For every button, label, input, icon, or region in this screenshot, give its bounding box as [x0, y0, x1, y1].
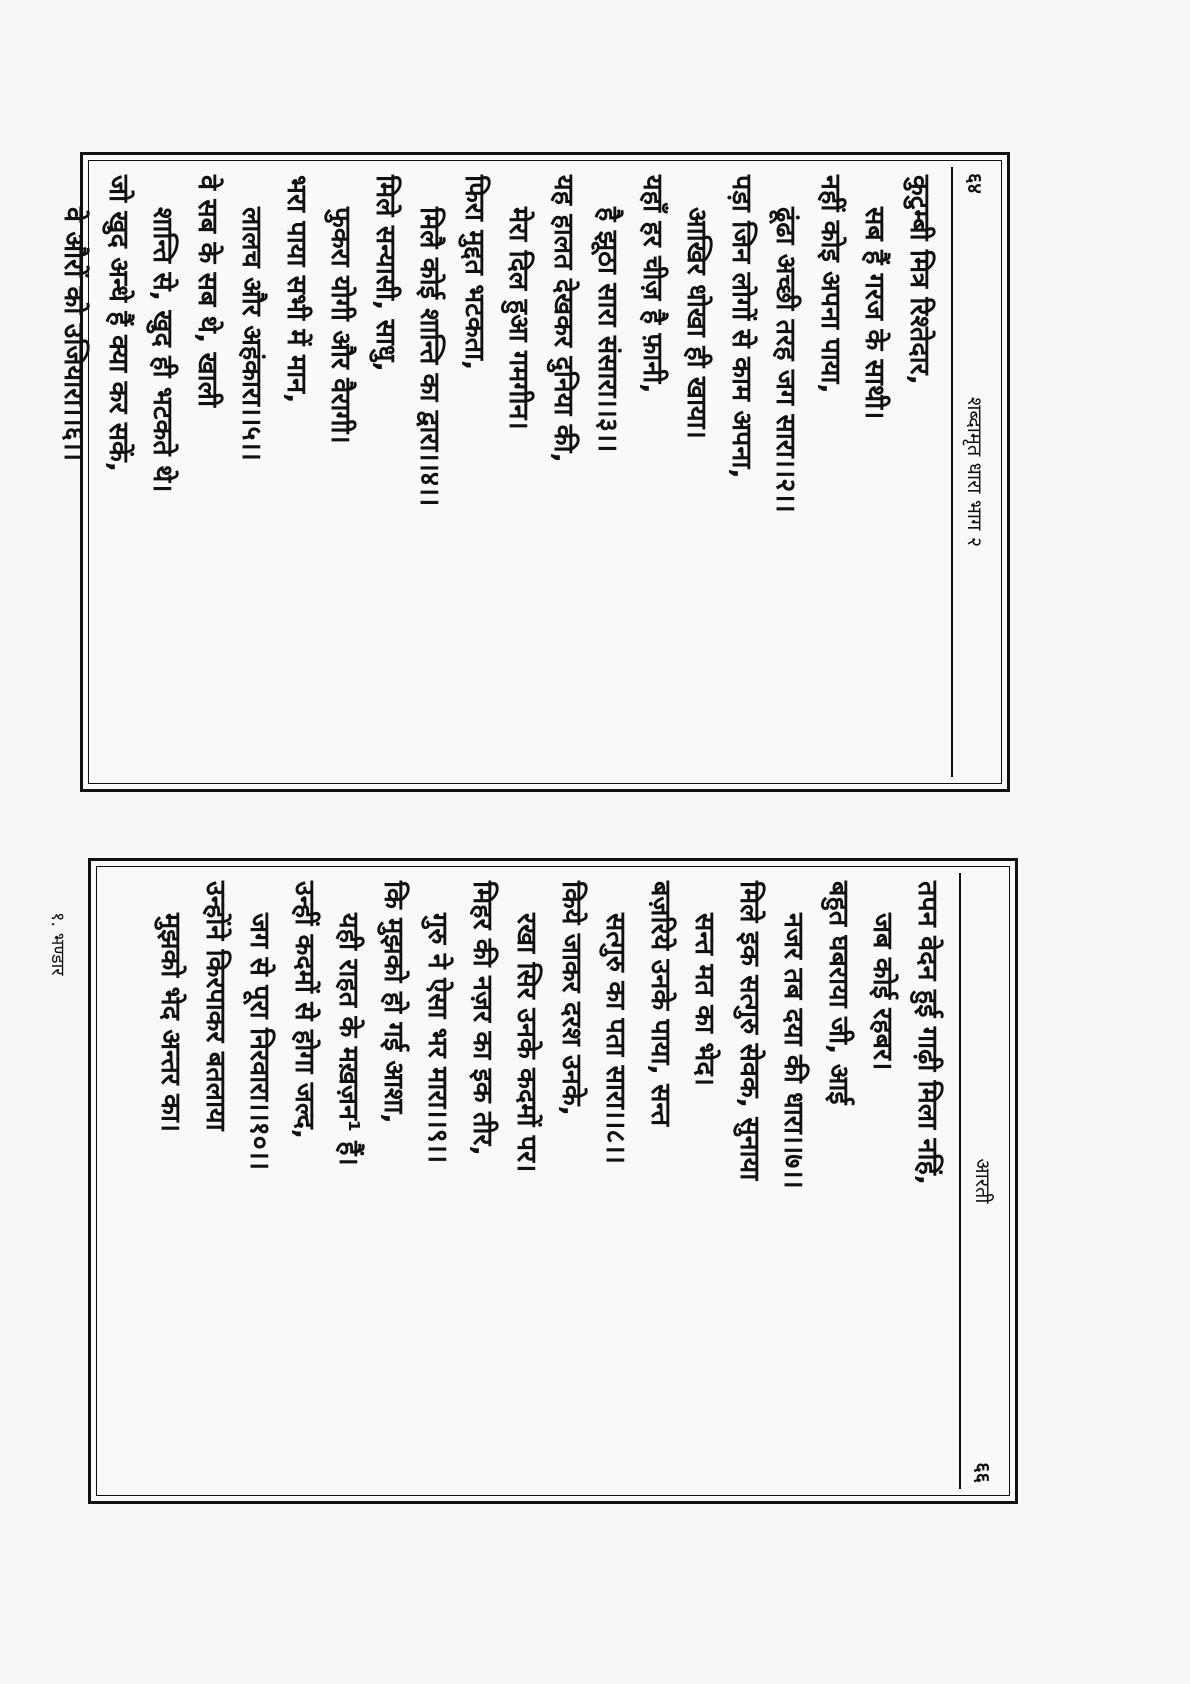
- verse-line: कि मुझको हो गई आशा,: [378, 881, 409, 1124]
- right-page-frame: [88, 858, 1018, 1504]
- verse-line: रखा सिर उनके कदमों पर।: [511, 913, 543, 1173]
- verse-line: पड़ा जिन लोगों से काम अपना,: [726, 175, 757, 479]
- verse-line: मिलै कोई शान्ति का द्वारा।।४।।: [414, 207, 446, 507]
- verse-line: मिले इक सत्गुरु सेवक, सुनाया: [734, 881, 765, 1181]
- right-running-title: आरती: [971, 1158, 995, 1204]
- verse-line: सब हैं गरज के साथी।: [859, 207, 891, 420]
- left-running-title: शब्दामृत धारा भाग २: [963, 396, 987, 548]
- verse-line: यहाँ हर चीज़ है फ़ानी,: [637, 175, 668, 394]
- verse-line: उन्होंने किरपाकर बतलाया: [200, 881, 231, 1131]
- verse-line: है झूठा सारा संसारा।।३।।: [592, 207, 624, 453]
- verse-line: आखिर धोखा ही खाया।: [681, 207, 713, 439]
- left-page-verses: [51, 175, 941, 769]
- left-page-header: [951, 167, 997, 777]
- verse-line: यही राहत के मख़ज़न¹ हैं।: [333, 913, 365, 1166]
- right-page-verses: [148, 881, 949, 1481]
- footnote: १. भण्डार: [47, 912, 68, 976]
- verse-line: जब कोई रहबर।: [867, 913, 899, 1071]
- verse-line: वे औरों को उजियारा।।६।।: [58, 207, 90, 462]
- verse-line: किये जाकर दरश उनके,: [556, 881, 587, 1116]
- verse-line: कुटुम्बी मित्र रिश्तेदार,: [904, 175, 935, 385]
- verse-line: मेरा दिल हुआ गमगीन।: [503, 207, 535, 430]
- verse-line: नजर तब दया की धारा।।७।।: [778, 913, 810, 1189]
- verse-line: उन्हीं कदमों से होगा जल्द,: [289, 881, 320, 1140]
- right-page-number: ६६: [971, 1462, 995, 1483]
- verse-line: जो खुद अन्धे हैं क्या कर सकें,: [103, 175, 134, 473]
- verse-line: गुरु ने ऐसा भर मारा।।९।।: [422, 913, 454, 1164]
- verse-line: फिरा मुद्दत भटकता,: [459, 175, 490, 371]
- verse-line: लालच और अहंकारा।।५।।: [236, 207, 268, 461]
- verse-line: शान्ति से, खुद ही भटकते थे।: [147, 207, 179, 493]
- verse-line: फुकरा योगी और वैरागी।: [325, 207, 357, 444]
- verse-line: मुझको भेद अन्तर का।: [155, 913, 187, 1133]
- left-page-frame: [58, 152, 1010, 792]
- verse-line: वे सब के सब थे, खाली: [192, 175, 223, 407]
- verse-line: भरा पाया सभी में मान,: [281, 175, 312, 404]
- left-page-number: ६४: [963, 173, 987, 194]
- verse-line: तपन वेदन हुई गाढ़ी मिला नहिं,: [912, 881, 943, 1186]
- verse-line: नहीं कोइ अपना पाया,: [815, 175, 846, 394]
- verse-line: मिहर की नज़र का इक तीर,: [467, 881, 498, 1156]
- verse-line: सन्त मत का भेद।: [689, 913, 721, 1086]
- verse-line: जग से पूरा निरवारा।।१०।।: [244, 913, 276, 1171]
- right-page-header: [959, 873, 1005, 1489]
- verse-line: ढूंढा अच्छी तरह जग सारा।।२।।: [770, 207, 802, 513]
- verse-line: यह हालत देखकर दुनिया की,: [548, 175, 579, 463]
- verse-line: मिले सन्यासी, साधु,: [370, 175, 401, 372]
- verse-line: बहुत घबराया जी, आई: [823, 881, 854, 1105]
- verse-line: सत्गुरु का पता सारा।।८।।: [600, 913, 632, 1164]
- verse-line: बज़रिये उनके पाया, सन्त: [645, 881, 676, 1127]
